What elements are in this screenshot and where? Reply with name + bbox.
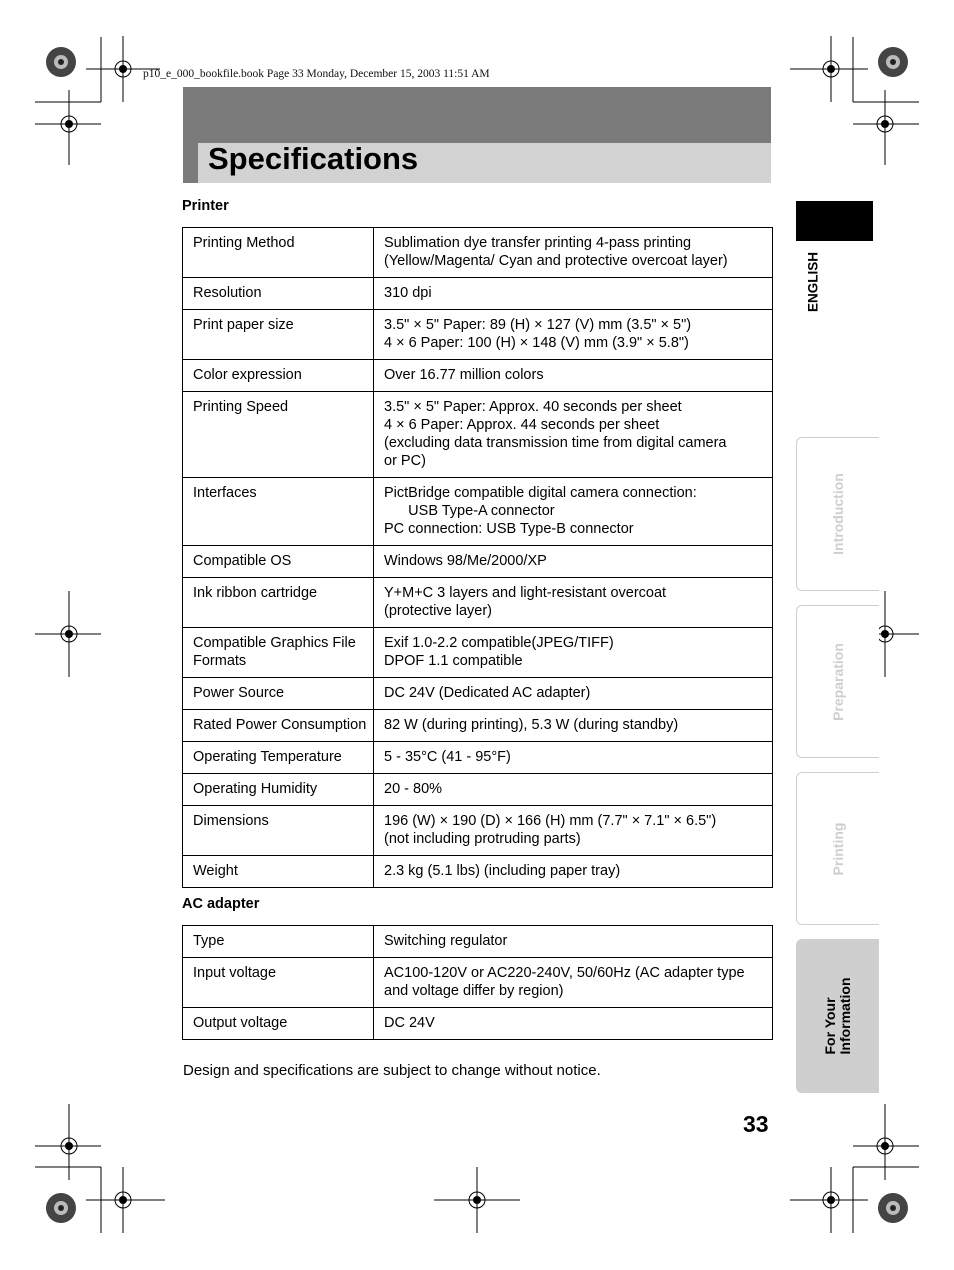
- spec-value-cell: DC 24V (Dedicated AC adapter): [374, 678, 773, 710]
- ac-adapter-section-heading: AC adapter: [182, 896, 260, 912]
- table-row: [183, 392, 773, 478]
- table-row: [183, 578, 773, 628]
- tab-label: Introduction: [830, 473, 846, 555]
- spec-key-cell: Power Source: [183, 678, 374, 710]
- tab-printing[interactable]: [796, 772, 879, 925]
- spec-value-cell: DC 24V: [374, 1008, 773, 1040]
- spec-key-cell: Interfaces: [183, 478, 374, 546]
- spec-key-cell: Operating Temperature: [183, 742, 374, 774]
- table-row: [183, 228, 773, 278]
- table-row: [183, 742, 773, 774]
- tab-label: For Your Information: [822, 977, 853, 1055]
- spec-key-cell: Printing Method: [183, 228, 374, 278]
- tab-label: Preparation: [830, 642, 846, 721]
- table-row: [183, 774, 773, 806]
- table-row: [183, 628, 773, 678]
- spec-value-cell: Sublimation dye transfer printing 4-pass printing (Yellow/Magenta/ Cyan and protective overcoat layer): [374, 228, 773, 278]
- spec-value-cell: AC100-120V or AC220-240V, 50/60Hz (AC adapter type and voltage differ by region): [374, 958, 773, 1008]
- table-row: [183, 278, 773, 310]
- spec-key-cell: Output voltage: [183, 1008, 374, 1040]
- printer-spec-table: [182, 227, 773, 888]
- spec-value-cell: 3.5" × 5" Paper: 89 (H) × 127 (V) mm (3.5" × 5") 4 × 6 Paper: 100 (H) × 148 (V) mm (3.9" × 5.8"): [374, 310, 773, 360]
- footnote: Design and specifications are subject to change without notice.: [183, 1062, 601, 1079]
- table-row: [183, 478, 773, 546]
- tab-preparation[interactable]: [796, 605, 879, 758]
- spec-value-cell: 20 - 80%: [374, 774, 773, 806]
- table-row: [183, 310, 773, 360]
- spec-value-cell: Windows 98/Me/2000/XP: [374, 546, 773, 578]
- spec-key-cell: Operating Humidity: [183, 774, 374, 806]
- language-label: ENGLISH: [805, 251, 821, 313]
- table-row: [183, 360, 773, 392]
- spec-key-cell: Resolution: [183, 278, 374, 310]
- spec-value-cell: 3.5" × 5" Paper: Approx. 40 seconds per sheet 4 × 6 Paper: Approx. 44 seconds per sheet (excluding data transmission time from digital camera or PC): [374, 392, 773, 478]
- spec-key-cell: Rated Power Consumption: [183, 710, 374, 742]
- spec-value-cell: 82 W (during printing), 5.3 W (during standby): [374, 710, 773, 742]
- spec-key-cell: Compatible Graphics File Formats: [183, 628, 374, 678]
- spec-key-cell: Weight: [183, 856, 374, 888]
- language-marker-block: [796, 201, 873, 241]
- table-row: [183, 926, 773, 958]
- spec-value-cell: Exif 1.0-2.2 compatible(JPEG/TIFF) DPOF 1.1 compatible: [374, 628, 773, 678]
- tab-for-your-information[interactable]: [796, 939, 879, 1093]
- table-row: [183, 1008, 773, 1040]
- spec-key-cell: Color expression: [183, 360, 374, 392]
- spec-key-cell: Input voltage: [183, 958, 374, 1008]
- spec-value-cell: 5 - 35°C (41 - 95°F): [374, 742, 773, 774]
- spec-value-cell: Over 16.77 million colors: [374, 360, 773, 392]
- page-number: 33: [743, 1111, 769, 1137]
- spec-key-cell: Print paper size: [183, 310, 374, 360]
- table-row: [183, 546, 773, 578]
- spec-value-cell: PictBridge compatible digital camera connection: USB Type-A connector PC connection: USB Type-B connector: [374, 478, 773, 546]
- print-job-header: p10_e_000_bookfile.book Page 33 Monday, December 15, 2003 11:51 AM: [143, 68, 490, 80]
- ac-adapter-spec-table: [182, 925, 773, 1040]
- table-row: [183, 806, 773, 856]
- table-row: [183, 710, 773, 742]
- page-title: Specifications: [208, 141, 419, 176]
- table-row: [183, 958, 773, 1008]
- spec-value-cell: Y+M+C 3 layers and light-resistant overcoat (protective layer): [374, 578, 773, 628]
- printer-section-heading: Printer: [182, 198, 229, 214]
- spec-value-cell: 310 dpi: [374, 278, 773, 310]
- spec-value-cell: 196 (W) × 190 (D) × 166 (H) mm (7.7" × 7.1" × 6.5") (not including protruding parts): [374, 806, 773, 856]
- spec-key-cell: Ink ribbon cartridge: [183, 578, 374, 628]
- spec-key-cell: Dimensions: [183, 806, 374, 856]
- tab-label: Printing: [830, 822, 846, 875]
- spec-value-cell: Switching regulator: [374, 926, 773, 958]
- tab-introduction[interactable]: [796, 437, 879, 591]
- spec-key-cell: Compatible OS: [183, 546, 374, 578]
- table-row: [183, 678, 773, 710]
- spec-value-cell: 2.3 kg (5.1 lbs) (including paper tray): [374, 856, 773, 888]
- table-row: [183, 856, 773, 888]
- spec-key-cell: Printing Speed: [183, 392, 374, 478]
- spec-key-cell: Type: [183, 926, 374, 958]
